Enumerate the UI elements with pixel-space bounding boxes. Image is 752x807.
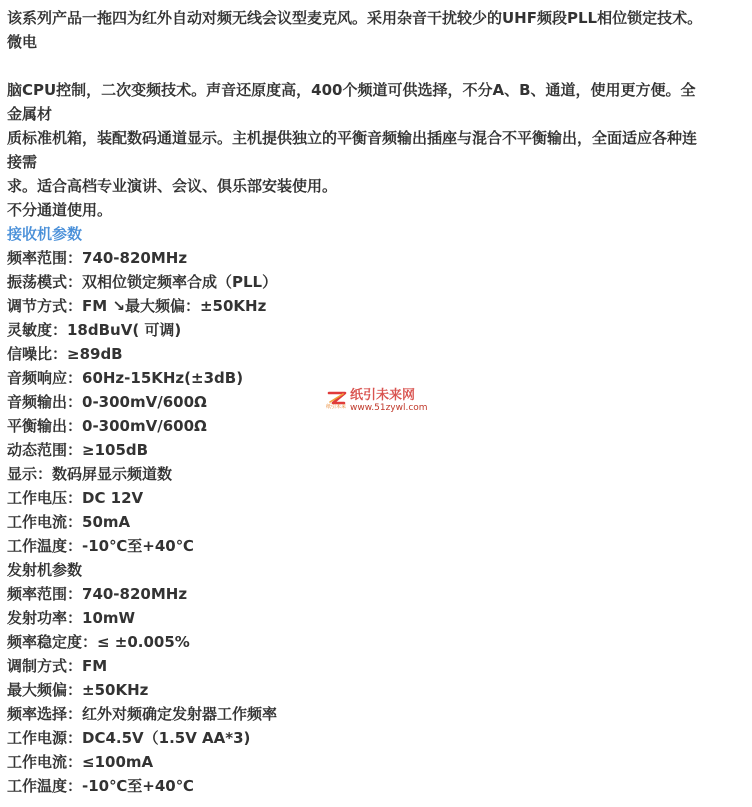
receiver-spec-display: 显示：数码屏显示频道数 (7, 465, 173, 483)
transmitter-spec-current: 工作电流：≤100mA (7, 753, 154, 771)
intro-line: 脑CPU控制，二次变频技术。声音还原度高，400个频道可供选择，不分A、B、通道，使用更方便。全 (7, 81, 696, 99)
intro-line: 微电 (7, 33, 38, 51)
receiver-spec-balanced-output: 平衡输出：0-300mV/600Ω (7, 417, 207, 435)
receiver-spec-current: 工作电流：50mA (7, 513, 131, 531)
receiver-spec-temperature: 工作温度：-10℃至+40℃ (7, 537, 194, 555)
intro-line: 金属材 (7, 105, 53, 123)
transmitter-spec-power-supply: 工作电源：DC4.5V（1.5V AA*3) (7, 729, 251, 747)
receiver-spec-dynamic-range: 动态范围：≥105dB (7, 441, 149, 459)
receiver-spec-audio-response: 音频响应：60Hz-15KHz(±3dB) (7, 369, 244, 387)
watermark-logo-text: 纸引未来 (326, 404, 347, 410)
transmitter-spec-stability: 频率稳定度：≤ ±0.005% (7, 633, 190, 651)
receiver-spec-sensitivity: 灵敏度：18dBuV( 可调) (7, 321, 182, 339)
watermark-site-name: 纸引未来网 (350, 388, 416, 403)
receiver-params-heading-link[interactable]: 接收机参数 (7, 225, 83, 243)
watermark-url: www.51zywl.com (350, 403, 428, 413)
receiver-spec-snr: 信噪比：≥89dB (7, 345, 123, 363)
transmitter-spec-frequency-range: 频率范围：740-820MHz (7, 585, 188, 603)
intro-line: 质标准机箱，装配数码通道显示。主机提供独立的平衡音频输出插座与混合不平衡输出，全面适应各种连 (7, 129, 698, 147)
site-watermark (326, 390, 436, 414)
intro-line: 不分通道使用。 (7, 201, 113, 219)
transmitter-spec-max-deviation: 最大频偏：±50KHz (7, 681, 149, 699)
receiver-spec-audio-output: 音频输出：0-300mV/600Ω (7, 393, 207, 411)
intro-blank-line (7, 54, 745, 78)
intro-line: 该系列产品一拖四为红外自动对频无线会议型麦克风。采用杂音干扰较少的UHF频段PLL相位锁定技术。 (7, 9, 703, 27)
transmitter-spec-frequency-select: 频率选择：红外对频确定发射器工作频率 (7, 705, 278, 723)
receiver-spec-frequency-range: 频率范围：740-820MHz (7, 249, 188, 267)
transmitter-spec-temperature: 工作温度：-10℃至+40℃ (7, 777, 194, 795)
transmitter-spec-power: 发射功率：10mW (7, 609, 136, 627)
intro-line: 接需 (7, 153, 38, 171)
intro-line: 求。适合高档专业演讲、会议、俱乐部安装使用。 (7, 177, 338, 195)
receiver-spec-modulation: 调节方式：FM ↘最大频偏：±50KHz (7, 297, 267, 315)
receiver-spec-oscillation-mode: 振荡模式：双相位锁定频率合成（PLL） (7, 273, 278, 291)
transmitter-params-heading: 发射机参数 (7, 561, 83, 579)
transmitter-spec-modulation: 调制方式：FM (7, 657, 108, 675)
receiver-spec-voltage: 工作电压：DC 12V (7, 489, 144, 507)
